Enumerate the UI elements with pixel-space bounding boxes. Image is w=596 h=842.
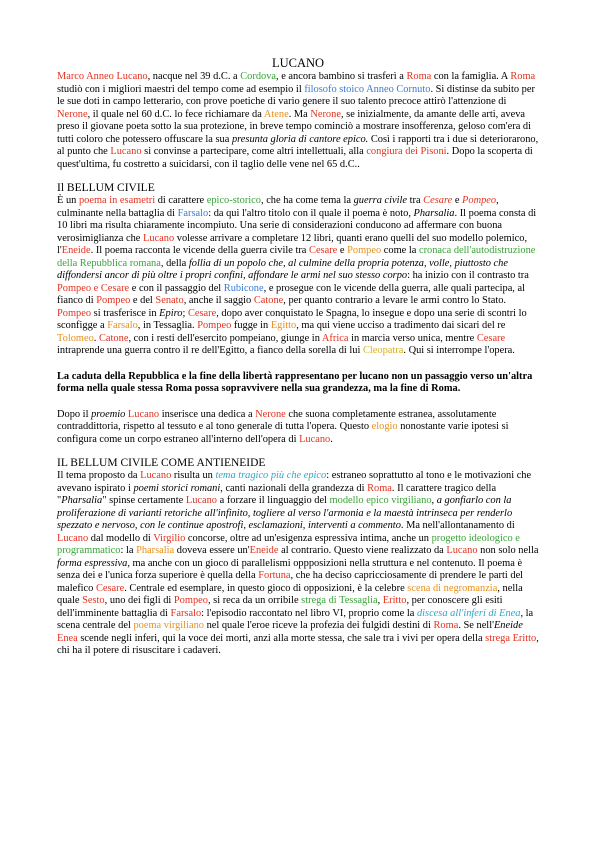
text-run: , e ancora bambino si trasferì a [276, 71, 407, 82]
text-run: . Dopo la scoperta di quest'ultima, fu costretto a suicidarsi, con il taglio delle vene nel 65 d.C.. [57, 146, 533, 170]
text-run: , chi ha il potere di risuscitare i cadaveri. [57, 632, 539, 656]
text-run: poema virgiliano [133, 620, 204, 631]
text-run: , canti nazionali della grandezza di [220, 482, 368, 494]
text-run: progetto ideologico e programmatico [57, 532, 520, 556]
text-run: Farsalo [107, 320, 138, 331]
text-run: elogio [371, 421, 398, 432]
text-run: Roma [433, 620, 459, 631]
text-run: filosofo stoico Anneo Cornuto [304, 83, 431, 95]
text-run: Eneide [493, 620, 523, 631]
text-run: . Centrale ed esemplare, in questo gioco di opposizioni, è la celebre [124, 582, 408, 594]
paragraph [57, 71, 539, 171]
text-run: guerra civile [353, 195, 407, 206]
text-run: Epiro [159, 307, 183, 319]
text-run: tema tragico più che epico [215, 470, 327, 481]
text-run: Lucano [185, 495, 218, 506]
text-run: Egitto [270, 320, 297, 331]
text-run: scende negli inferi, qui la voce dei morti, anzi alla morte stessa, che sale tra i vivi per opera della [77, 632, 486, 644]
text-run: . Il carattere tragico della " [57, 482, 497, 506]
text-run: poema in esametri [78, 195, 156, 206]
document-section [57, 457, 539, 658]
text-run: : la [120, 545, 137, 556]
text-run: Pompeo [197, 320, 232, 331]
text-run: , il quale nel 60 d.C. lo fece richiamare da [87, 108, 264, 120]
text-run: Cesare [95, 582, 125, 594]
text-run: , che ha come tema la [261, 195, 354, 206]
text-run: , dopo aver conquistato le Spagna, lo insegue e dopo una serie di scontri lo sconfigge a [57, 307, 527, 331]
text-run: . [330, 433, 333, 445]
text-run: congiura dei Pisoni [366, 146, 447, 157]
text-run: : l'episodio raccontato nel libro VI, proprio come la [201, 607, 417, 619]
text-run: come la [381, 245, 419, 256]
text-run: . Si distinse da subito per le sue doti in campo letterario, con prove poetiche di vario genere il suo talento precoce attirò l'attenzione di [57, 83, 535, 107]
text-run: inserisce una dedica a [159, 408, 256, 420]
text-run: : ha inizio con il contrasto tra [407, 270, 529, 281]
paragraph [57, 409, 539, 447]
text-run: Pharsalia [136, 545, 175, 556]
text-run: Il tema proposto da [57, 470, 141, 481]
text-run: intraprende una guerra contro il re dell'Egitto, a fianco della sorella di lui [57, 345, 363, 356]
text-run: e del [130, 295, 156, 306]
text-run: , che ha deciso capricciosamente di prendere le parti del malefico [57, 570, 524, 594]
text-run: studiò con i migliori maestri del tempo come ad esempio il [57, 83, 305, 95]
text-run: Farsalo [170, 607, 202, 619]
text-run: concorse, oltre ad un'esigenza espressiva intima, anche un [185, 532, 432, 544]
text-run: Pompeo [57, 307, 92, 319]
text-run: Roma [510, 71, 536, 82]
text-run: , e prosegue con le vicende della guerra, alle quali partecipa, al fianco di [57, 282, 525, 306]
text-run: , la scena centrale del [57, 607, 534, 631]
bold-paragraph [57, 371, 539, 396]
text-run: Atene [263, 108, 289, 120]
text-run: che suona completamente estranea, assolutamente contraddittoria, rispetto al tessuto e al tono generale di tutta l'opera. Questo [57, 408, 497, 432]
text-run: Pompeo [462, 195, 497, 206]
text-run: " spinse certamente [102, 495, 186, 506]
text-run: , per quanto contrario a levare le armi contro lo Stato. [283, 295, 507, 306]
text-run: , [377, 595, 383, 606]
text-run: , ma anche con un gioco di parallelismi oppposizioni nella struttura e nel contenuto. Il poema è senza dei e l'unica forza superiore è quella della [57, 557, 523, 581]
text-run: Eneide [61, 245, 91, 256]
text-run: Rubicone [223, 282, 264, 294]
section-heading: Il BELLUM CIVILE [57, 182, 155, 194]
text-run: presunta gloria di cantore epico. [231, 133, 369, 145]
text-run: volesse arrivare a completare 12 libri, quanti erano quelli del suo modello polemico, l' [57, 232, 528, 256]
text-run: ; [182, 307, 188, 319]
text-run: Eneide [249, 545, 279, 556]
text-run: fugge in [231, 320, 271, 331]
text-run: strega di Tessaglia [301, 595, 378, 606]
text-run: : estraneo soprattutto al tono e le motivazioni che avevano ispirato i [57, 470, 532, 494]
text-run: . Ma nell'allontanamento di [400, 520, 515, 531]
text-run: . [93, 332, 99, 344]
text-run: . Ma [288, 108, 311, 120]
text-run: nonostante varie ipotesi si configura come un corpo estraneo all'interno dell'opera di [57, 421, 509, 445]
text-run: discesa all'inferi di Enea [416, 607, 521, 619]
text-run: Senato [155, 295, 184, 306]
text-run: non solo nella [477, 545, 539, 556]
text-run: È un [57, 195, 79, 206]
text-run: di carattere [155, 195, 207, 206]
paragraph [57, 195, 539, 358]
text-run: e [452, 195, 463, 206]
text-run: . Qui si interrompe l'opera. [403, 345, 515, 356]
text-run: , ma qui viene ucciso a tradimento dai sicari del re [296, 320, 506, 331]
text-run: si convinse a partecipare, come altri intellettuali, alla [141, 146, 367, 157]
text-run: Pompeo [347, 245, 382, 256]
document-body [57, 71, 539, 658]
text-run: nel quale l'eroe riceve la profezia dei fulgidi destini di [203, 620, 434, 631]
text-run: tra [407, 195, 424, 206]
text-run: Eritto [382, 595, 407, 606]
text-run: : da qui l'altro titolo con il quale il poema è noto, [208, 207, 414, 219]
text-run: in marcia verso unica, mentre [348, 332, 477, 344]
text-run: Cleopatra [362, 345, 404, 356]
document-page [57, 56, 539, 658]
text-run: doveva essere un' [174, 545, 250, 556]
text-run: Cesare [309, 245, 338, 256]
text-run: Lucano [446, 545, 478, 556]
text-run: dal modello di [88, 532, 154, 544]
text-run: , in Tessaglia. [137, 320, 198, 331]
text-run: . Il poema racconta le vicende della guerra civile tra [90, 245, 310, 256]
text-run: Sesto [82, 595, 105, 606]
document-section [57, 182, 539, 446]
text-run: , se inizialmente, da amante delle arti, aveva preso il giovane poeta sotto la sua protezione, in breve tempo cominciò a mostrare insofferenza, geloso com'era di tutti coloro che potessero offuscare la sua [57, 108, 532, 145]
text-run: La caduta della Repubblica e la fine della libertà rappresentano per lucano non un passaggio verso un'altra forma nella quale stessa Roma possa sopravvivere nella sua grandezza, ma la fine di Roma. [57, 370, 533, 394]
section-heading: IL BELLUM CIVILE COME ANTIENEIDE [57, 457, 266, 469]
text-run: , culminante nella battaglia di [57, 195, 499, 219]
text-run: Cesare [187, 307, 217, 319]
text-run: strega Eritto [485, 632, 537, 644]
text-run: Nerone [255, 408, 286, 420]
text-run: proemio [91, 408, 126, 420]
text-run: Nerone [57, 108, 88, 120]
text-run: Roma [367, 482, 392, 494]
text-run: al contrario. Questo viene realizzato da [278, 545, 447, 556]
text-run: Pompeo [173, 595, 208, 606]
text-run: , si reca da un orribile [207, 595, 302, 606]
text-run: e con il passaggio del [129, 282, 224, 294]
text-run: Pharsalia [413, 207, 455, 219]
text-run: , nacque nel 39 d.C. a [147, 71, 241, 82]
text-run: Marco Anneo Lucano [57, 71, 148, 82]
text-run: Africa [321, 332, 349, 344]
text-run: Catone [99, 332, 129, 344]
text-run: Tolomeo [57, 332, 94, 344]
text-run: a gonfiarlo con la proliferazione di varianti retoriche all'infinito, togliere al verso l'armonia e la maestà intrinseca per renderlo spezzato e nervoso, con le continue apostrofi, esclamazioni, interventi a commento [57, 495, 513, 531]
text-run: a forzare il linguaggio del [217, 495, 330, 506]
text-run: , [431, 495, 437, 506]
text-run: , nella quale [57, 582, 523, 606]
text-run: risulta un [171, 470, 216, 481]
text-run: cronaca dell'autodistruzione della Repubblica romana [57, 245, 536, 269]
text-run: Fortuna [258, 570, 291, 581]
text-run: , anche il saggio [183, 295, 254, 306]
text-run: Lucano [57, 532, 89, 544]
text-run: follia di un popolo che, al culmine della propria potenza, volle, piuttosto che diffondersi ancor di più oltre i propri confini, affondare le armi nel suo stesso corpo [57, 257, 508, 281]
text-run: Pompeo e Cesare [57, 282, 130, 294]
text-run: Lucano [140, 470, 172, 481]
text-run: forma espressiva [57, 557, 128, 569]
paragraph [57, 470, 539, 658]
text-run: Roma [406, 71, 432, 82]
document-section [57, 71, 539, 171]
text-run: Lucano [127, 408, 160, 420]
text-run: Cesare [423, 195, 453, 206]
text-run: . Se nell' [458, 620, 494, 631]
text-run: poemi storici romani [133, 482, 221, 494]
text-run: Lucano [142, 232, 175, 244]
page-title: LUCANO [271, 56, 325, 70]
text-run: , uno dei figli di [104, 595, 174, 606]
text-run: , con i resti dell'esercito pompeiano, giunge in [128, 332, 322, 344]
text-run: . Il poema consta di 10 libri ma risulta chiaramente incompiuto. Una serie di considerazioni conducono ad affermare con buona verosimiglianza che [57, 207, 537, 244]
text-run: epico-storico [206, 195, 261, 206]
text-run: e [337, 245, 348, 256]
text-run: si trasferisce in [91, 307, 160, 319]
text-run: Pompeo [96, 295, 131, 306]
text-run: Pharsalia [61, 495, 103, 506]
text-run: scena di negromanzia [407, 582, 498, 594]
text-run: Catone [253, 295, 284, 306]
text-run: Virgilio [153, 532, 186, 544]
text-run: modello epico virgiliano [329, 495, 432, 506]
text-run: , della [160, 257, 189, 269]
text-run: Così i rapporti tra i due si deteriorarono, al punto che [57, 133, 539, 157]
text-run: Nerone [310, 108, 341, 120]
text-run: Lucano [110, 146, 142, 157]
text-run: Cesare [476, 332, 506, 344]
text-run: con la famiglia. A [431, 71, 511, 82]
text-run: Lucano [299, 433, 331, 445]
text-run: Farsalo [177, 207, 209, 219]
text-run: Cordova [240, 71, 277, 82]
text-run: Enea [57, 632, 78, 644]
text-run: Dopo il [57, 408, 92, 420]
text-run: , per conoscere gli esiti dell'imminente battaglia di [57, 595, 503, 619]
